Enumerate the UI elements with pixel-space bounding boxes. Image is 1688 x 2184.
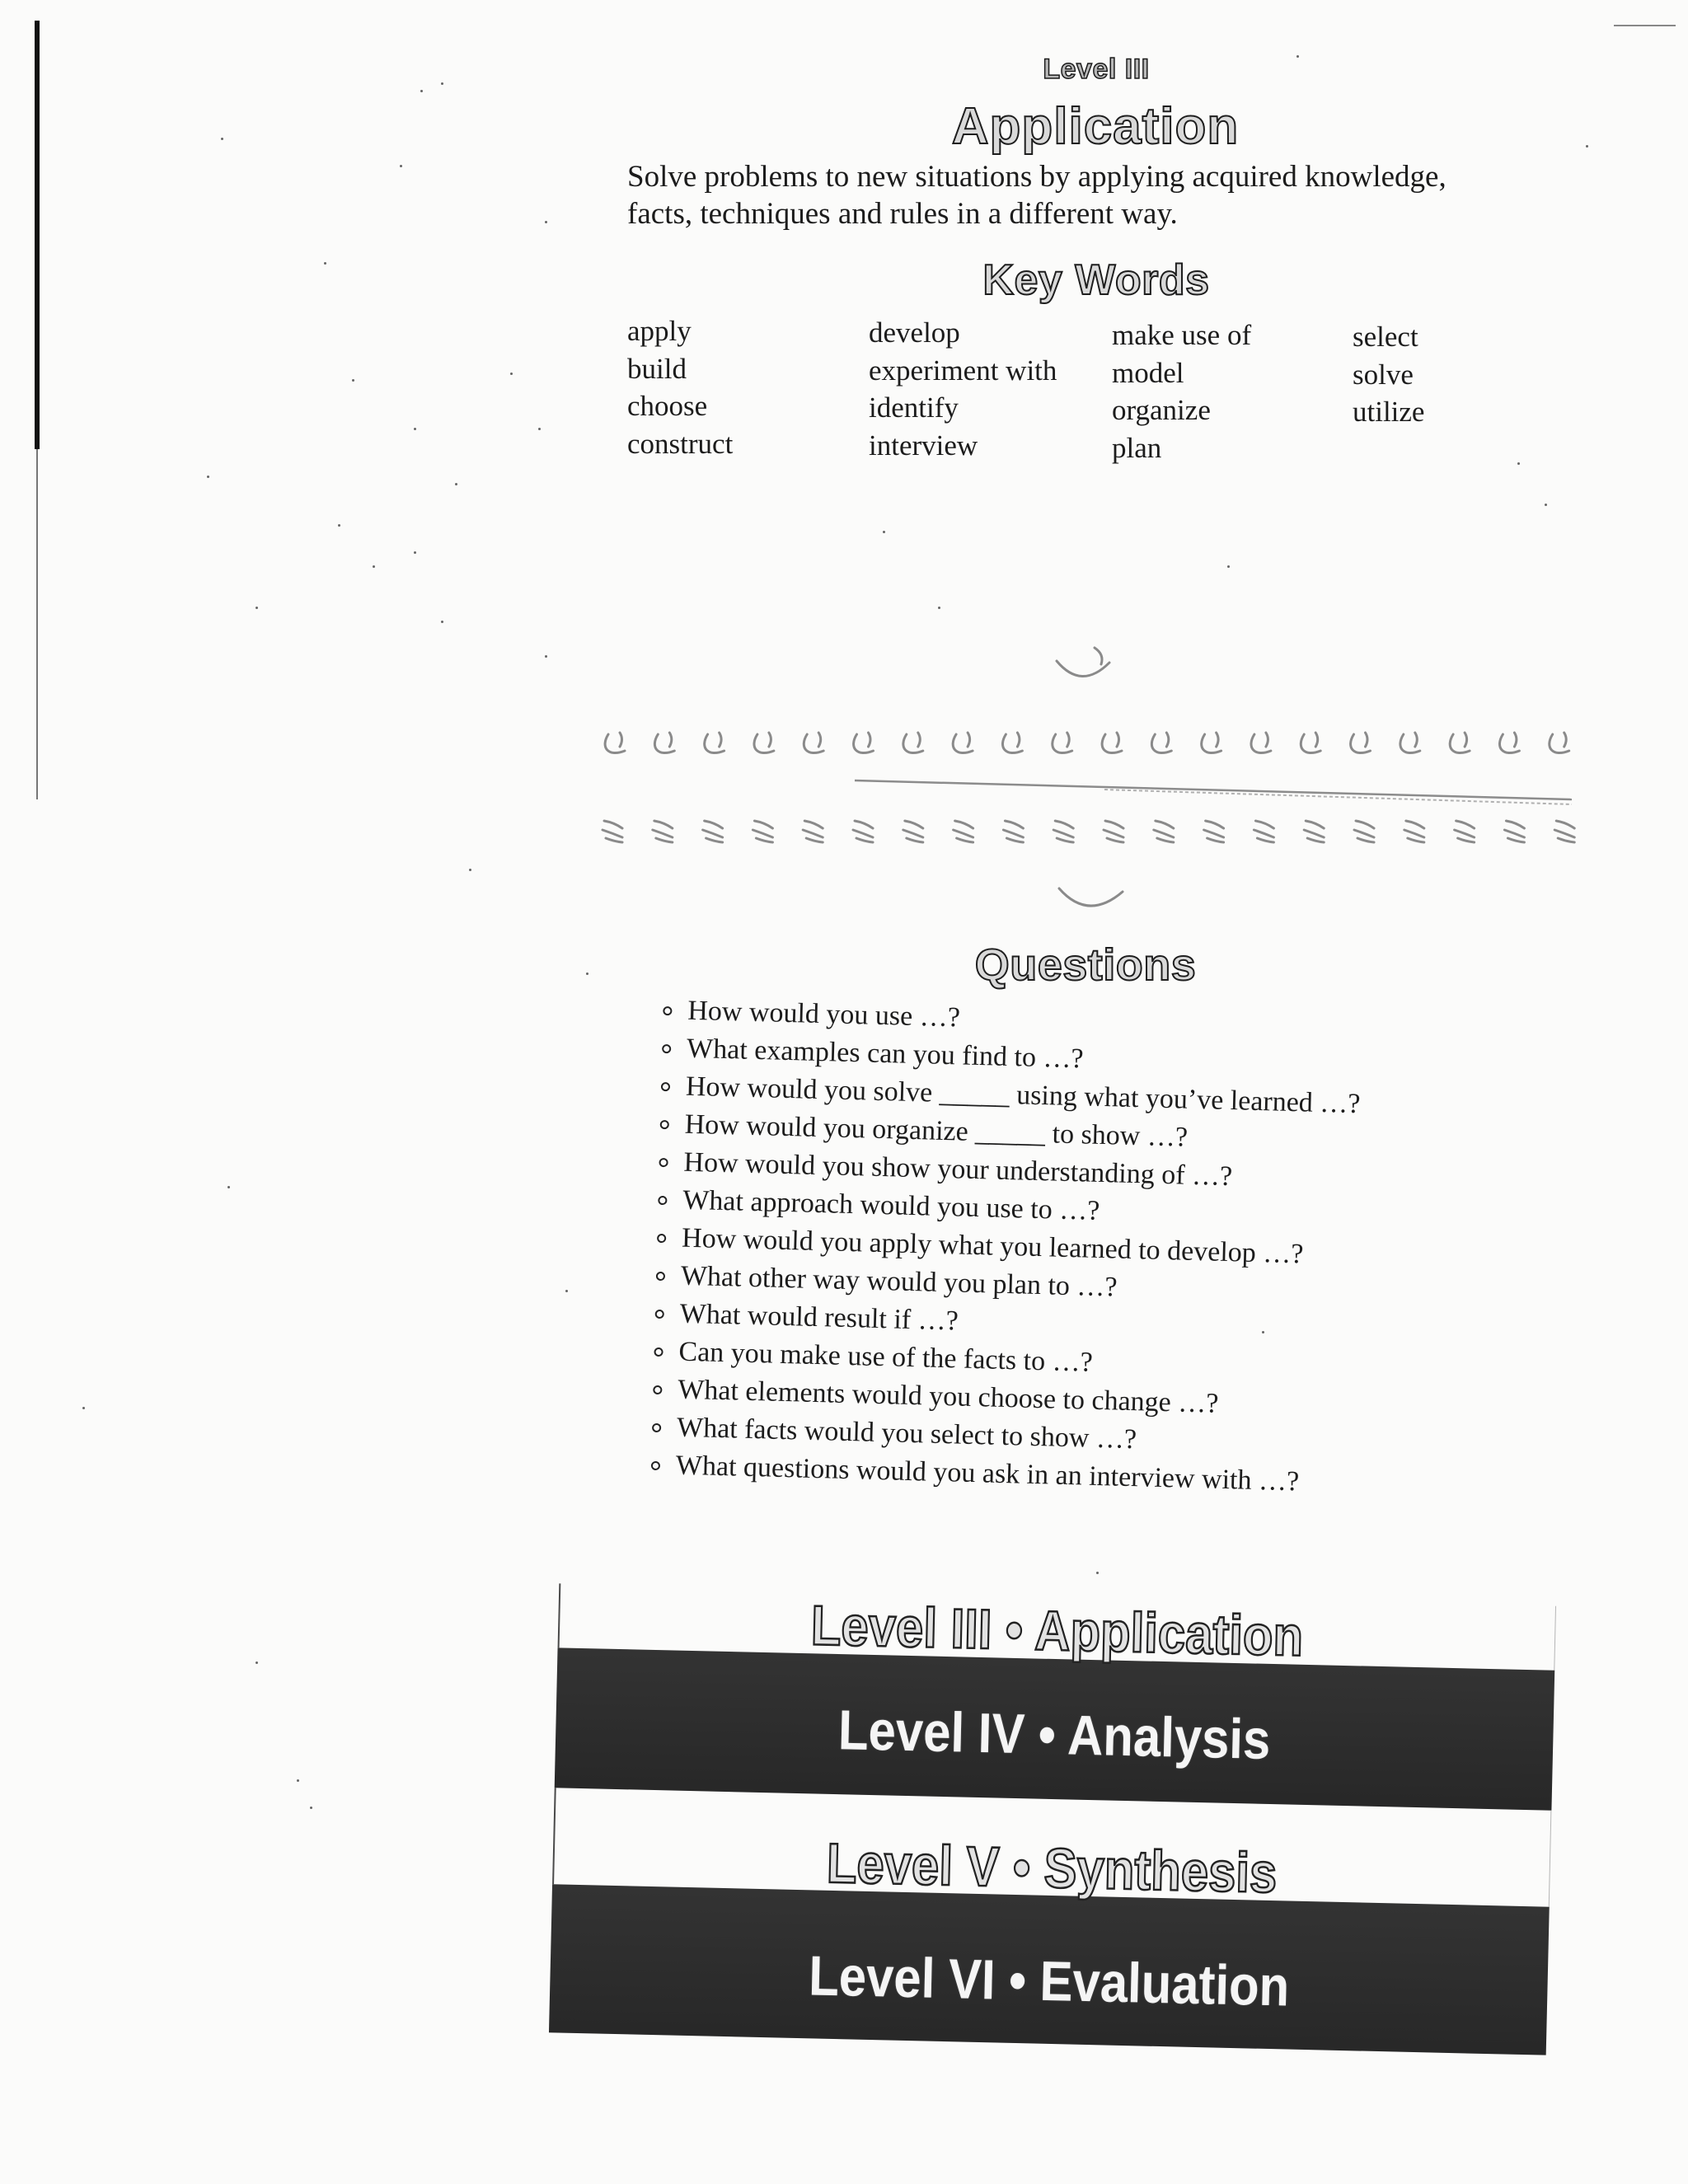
bullet-icon bbox=[659, 1157, 668, 1166]
scan-speck bbox=[1545, 504, 1547, 506]
questions-heading: Questions bbox=[974, 940, 1197, 990]
level-band-label: Level IV • Analysis bbox=[837, 1699, 1272, 1771]
key-word: interview bbox=[869, 429, 978, 462]
scan-speck bbox=[207, 476, 209, 478]
spiral-binding-graphic bbox=[577, 643, 1599, 940]
key-word: plan bbox=[1112, 431, 1162, 464]
question-text: Can you make use of the facts to …? bbox=[678, 1336, 1094, 1378]
bullet-icon bbox=[661, 1081, 670, 1090]
bullet-icon bbox=[660, 1119, 669, 1128]
level-label: Level III bbox=[1043, 54, 1150, 85]
level-band-label: Level V • Synthesis bbox=[826, 1831, 1278, 1905]
question-text: What would result if …? bbox=[679, 1298, 959, 1337]
scan-speck bbox=[1586, 145, 1588, 148]
key-words-column-3 bbox=[1112, 316, 1251, 466]
bullet-icon bbox=[654, 1347, 663, 1356]
level-band-evaluation bbox=[549, 1884, 1550, 2055]
scan-speck bbox=[338, 524, 340, 527]
scan-edge-line bbox=[35, 21, 40, 449]
bullet-icon bbox=[663, 1005, 672, 1015]
questions-list bbox=[650, 991, 1362, 1502]
bullet-icon bbox=[658, 1195, 667, 1204]
level-band-label: Level III • Application bbox=[810, 1594, 1305, 1668]
scan-speck bbox=[1227, 565, 1230, 568]
page-title: Application bbox=[951, 98, 1240, 155]
key-word: develop bbox=[869, 316, 960, 349]
key-words-column-4 bbox=[1353, 318, 1424, 431]
key-word: utilize bbox=[1353, 396, 1425, 428]
key-word: apply bbox=[627, 315, 692, 347]
key-word: construct bbox=[627, 427, 734, 460]
scan-speck bbox=[297, 1779, 299, 1782]
key-words-heading: Key Words bbox=[982, 256, 1210, 304]
scan-speck bbox=[373, 565, 375, 568]
level-band-label: Level VI • Evaluation bbox=[808, 1944, 1290, 2018]
scan-speck bbox=[352, 379, 354, 382]
level-bands bbox=[549, 1583, 1556, 2055]
scan-speck bbox=[414, 428, 416, 430]
description-line: Solve problems to new situations by applying acquired knowledge, bbox=[627, 160, 1447, 194]
scan-speck bbox=[310, 1807, 312, 1809]
key-word: build bbox=[627, 352, 687, 385]
question-text: What elements would you choose to change …? bbox=[677, 1374, 1219, 1419]
key-word: organize bbox=[1112, 394, 1211, 426]
scan-speck bbox=[469, 869, 471, 871]
bullet-icon bbox=[651, 1460, 660, 1469]
scan-speck bbox=[227, 1186, 230, 1188]
scan-edge-mark bbox=[1614, 25, 1676, 26]
scan-speck bbox=[586, 972, 588, 975]
scan-speck bbox=[82, 1407, 85, 1409]
question-text: What questions would you ask in an interview with …? bbox=[675, 1450, 1300, 1497]
scan-speck bbox=[221, 138, 223, 140]
scan-speck bbox=[256, 1661, 258, 1664]
scan-speck bbox=[1517, 462, 1520, 465]
scan-speck bbox=[545, 655, 547, 658]
binding-top-row bbox=[605, 733, 1569, 753]
question-text: How would you use …? bbox=[687, 995, 961, 1033]
scan-speck bbox=[414, 551, 416, 554]
question-text: How would you apply what you learned to develop …? bbox=[681, 1222, 1304, 1270]
scan-speck bbox=[441, 82, 443, 85]
key-word: experiment with bbox=[869, 354, 1057, 387]
binding-bottom-arc bbox=[1059, 888, 1123, 906]
scan-speck bbox=[510, 373, 513, 375]
question-text: What other way would you plan to …? bbox=[680, 1260, 1118, 1303]
scan-speck bbox=[1296, 55, 1299, 58]
scan-speck bbox=[256, 607, 258, 609]
binding-bottom-row bbox=[603, 821, 1574, 842]
scan-speck bbox=[400, 165, 402, 167]
key-word: make use of bbox=[1112, 319, 1252, 351]
question-text: What facts would you select to show …? bbox=[676, 1412, 1137, 1455]
scan-edge-line bbox=[36, 449, 38, 799]
description bbox=[627, 158, 1447, 232]
question-text: What approach would you use to …? bbox=[682, 1184, 1100, 1226]
bullet-icon bbox=[662, 1043, 671, 1052]
scan-speck bbox=[455, 483, 457, 485]
description-line: facts, techniques and rules in a different way. bbox=[627, 197, 1178, 231]
scan-speck bbox=[1096, 1572, 1099, 1574]
level-band-analysis bbox=[555, 1647, 1555, 1810]
question-text: How would you show your understanding of …? bbox=[683, 1146, 1233, 1193]
scan-speck bbox=[883, 531, 885, 533]
question-text: What examples can you find to …? bbox=[686, 1033, 1085, 1075]
scan-speck bbox=[538, 428, 541, 430]
question-text: How would you organize _____ to show …? bbox=[684, 1108, 1189, 1153]
bullet-icon bbox=[652, 1422, 661, 1432]
key-words-column-1 bbox=[627, 312, 733, 462]
scan-speck bbox=[938, 607, 940, 609]
bullet-icon bbox=[653, 1385, 662, 1394]
scan-speck bbox=[441, 621, 443, 623]
binding-top-arc bbox=[1057, 648, 1109, 677]
scan-speck bbox=[565, 1290, 568, 1292]
scan-speck bbox=[545, 221, 547, 223]
key-word: identify bbox=[869, 391, 959, 424]
key-words-column-2 bbox=[869, 314, 1057, 464]
key-word: select bbox=[1353, 321, 1418, 353]
bullet-icon bbox=[657, 1233, 666, 1242]
key-word: choose bbox=[627, 390, 708, 422]
bullet-icon bbox=[655, 1309, 664, 1318]
key-word: model bbox=[1112, 356, 1184, 389]
binding-rule-line bbox=[855, 780, 1572, 799]
scan-speck bbox=[420, 90, 423, 92]
scan-speck bbox=[324, 262, 326, 265]
key-word: solve bbox=[1353, 358, 1414, 391]
bullet-icon bbox=[656, 1271, 665, 1280]
question-text: How would you solve _____ using what you’ve learned …? bbox=[685, 1071, 1361, 1120]
